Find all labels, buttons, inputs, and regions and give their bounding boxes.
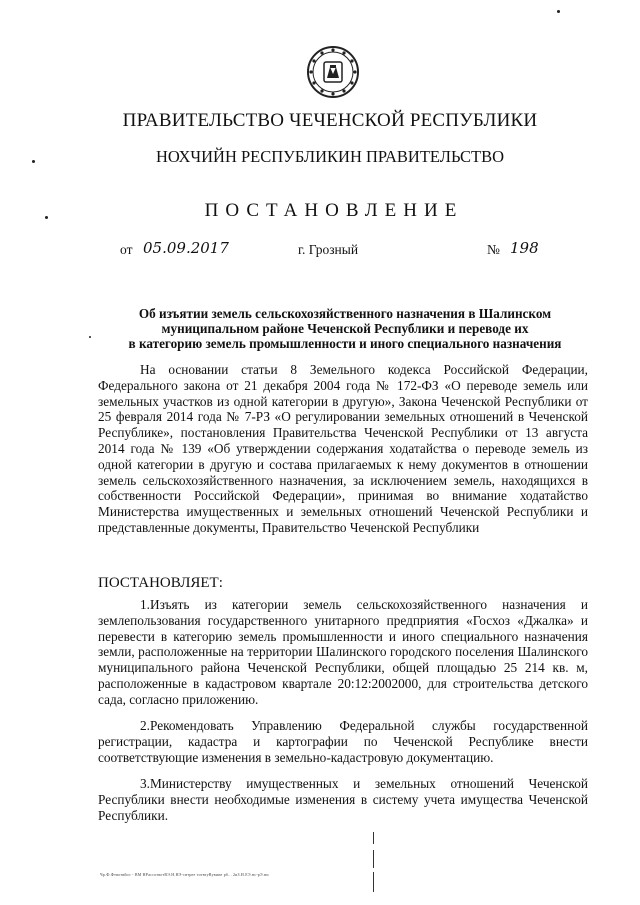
number-label: № bbox=[487, 242, 500, 257]
scan-mark bbox=[373, 832, 374, 844]
document-type: ПОСТАНОВЛЕНИЕ bbox=[204, 200, 464, 221]
intro-paragraph: На основании статьи 8 Земельного кодекса Российской Федерации, Федерального закона от 21 декабря 2004 года № 172-ФЗ «О переводе земель или земельных участков из одной категории в другую», Закона Чеченской Республики от 25 февраля 2014 года № 7-РЗ «О регулировании земельных отношений в Чеченской Республике», постановления Правительства Чеченской Республики от 13 августа 2014 года № 139 «Об утверждении содержания ходатайства о переводе земель из одной категории в другую и состава прилагаемых к нему документов в отношении земель сельскохозяйственного назначения, за исключением земель, находящихся в собственности Российской Федерации», принимая во внимание ходатайство Министерства имущественных и земельных отношений Чеченской Республики и представленные документы, Правительство Чеченской Республики bbox=[98, 362, 588, 535]
footer-filename: Чр.Ф.Фтвотвйос - ВМ НРассотвотВЭ.Н.НЭ-снтрее тотвтуВувиие рб... 2иЗ.Н.ЕЭ.нс-рЭ.ни bbox=[100, 872, 269, 877]
resolution-item-1: 1.Изъять из категории земель сельскохозяйственного назначения и землепользования государственного унитарного предприятия «Госхоз «Джалка» и перевести в категорию земель промышленности и иного специального назначения земли, расположенные на территории Шалинского городского поселения Шалинского муниципального района Чеченской Республики, общей площадью 25 214 кв. м, расположенные в кадастровом квартале 20:12:2002000, для строительства детского сада, согласно приложению. bbox=[98, 597, 588, 707]
scan-speck bbox=[89, 336, 91, 338]
heading-line-2: муниципальном районе Чеченской Республики и переводе их bbox=[161, 321, 529, 336]
heading-line-3: в категорию земель промышленности и иного специального назначения bbox=[128, 336, 562, 351]
scan-mark bbox=[373, 872, 374, 892]
scan-speck bbox=[32, 160, 35, 163]
document-meta bbox=[0, 239, 640, 262]
coat-of-arms-emblem bbox=[306, 45, 360, 99]
decree-word: ПОСТАНОВЛЯЕТ: bbox=[98, 575, 223, 591]
scan-speck bbox=[45, 216, 48, 219]
scan-speck bbox=[557, 10, 560, 13]
resolution-item-3: 3.Министерству имущественных и земельных отношений Чеченской Республики внести необходимые изменения в систему учета имущества Чеченской Республики. bbox=[98, 776, 588, 823]
document-heading bbox=[100, 306, 590, 351]
government-subtitle: НОХЧИЙН РЕСПУБЛИКИН ПРАВИТЕЛЬСТВО bbox=[155, 147, 505, 166]
document-city: г. Грозный bbox=[298, 242, 359, 257]
government-title: ПРАВИТЕЛЬСТВО ЧЕЧЕНСКОЙ РЕСПУБЛИКИ bbox=[122, 110, 538, 131]
document-date: 05.09.2017 bbox=[143, 239, 229, 257]
resolution-item-2: 2.Рекомендовать Управлению Федеральной службы государственной регистрации, кадастра и картографии по Чеченской Республике внести соответствующие изменения в земельно-кадастровую документацию. bbox=[98, 718, 588, 765]
document-number: 198 bbox=[510, 239, 539, 257]
heading-line-1: Об изъятии земель сельскохозяйственного назначения в Шалинском bbox=[138, 306, 552, 321]
scan-mark bbox=[373, 850, 374, 868]
date-label: от bbox=[120, 242, 133, 257]
